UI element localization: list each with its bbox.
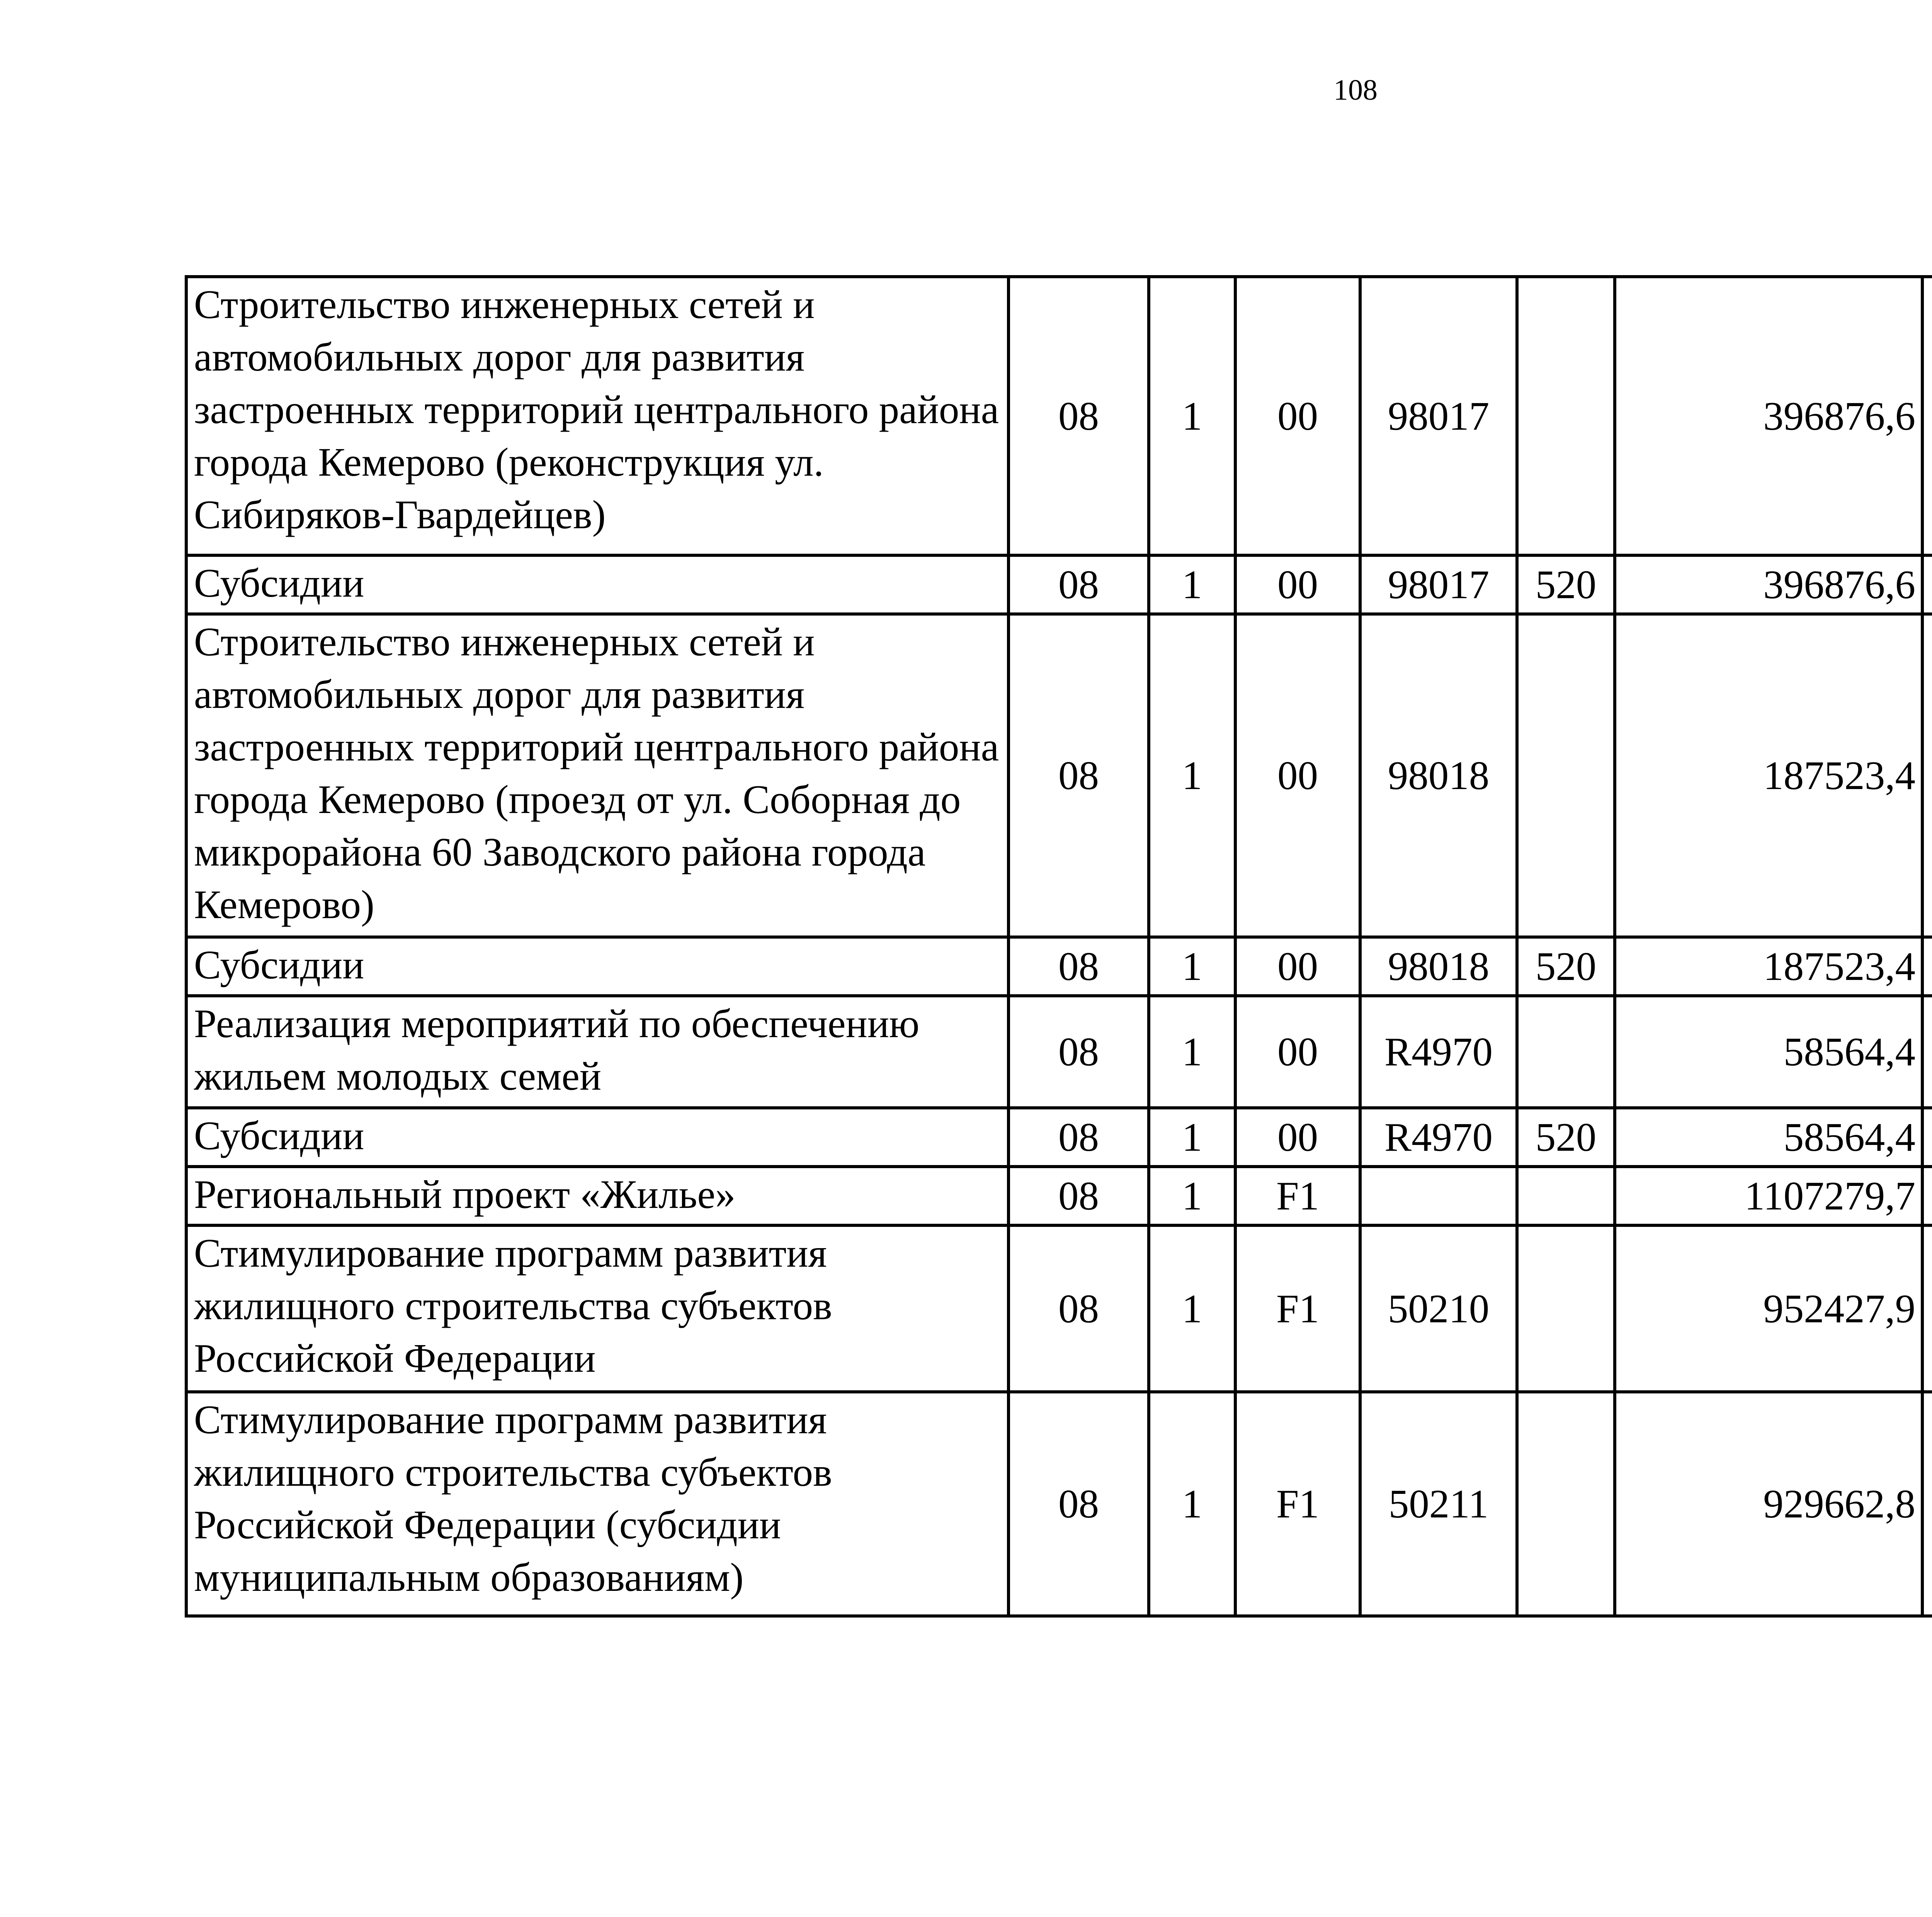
subprogram-code: 00 (1235, 1108, 1360, 1167)
table-row (186, 555, 1932, 614)
table-row (186, 996, 1932, 1108)
direction-code: 50211 (1360, 1392, 1517, 1616)
amount-2 (1922, 1225, 1932, 1392)
subprogram-code: F1 (1235, 1392, 1360, 1616)
amount-1: 58564,4 (1615, 996, 1922, 1108)
row-name: Строительство инженерных сетей и автомобильных дорог для развития застроенных территорий центрального района города Кемерово (проезд от ул. Соборная до микрорайона 60 Заводского района города Кемерово) (186, 614, 1009, 937)
amount-2 (1922, 555, 1932, 614)
row-name: Региональный проект «Жилье» (186, 1167, 1009, 1225)
amount-1: 396876,6 (1615, 555, 1922, 614)
expense-type-code (1517, 1392, 1615, 1616)
amount-2 (1922, 614, 1932, 937)
table-row (186, 277, 1932, 555)
program-code: 1 (1149, 1392, 1235, 1616)
program-code: 1 (1149, 277, 1235, 555)
subprogram-code: 00 (1235, 937, 1360, 996)
direction-code: R4970 (1360, 1108, 1517, 1167)
expense-type-code (1517, 614, 1615, 937)
table-row (186, 1167, 1932, 1225)
program-code: 1 (1149, 996, 1235, 1108)
subprogram-code: F1 (1235, 1225, 1360, 1392)
subprogram-code: 00 (1235, 277, 1360, 555)
direction-code: 98017 (1360, 277, 1517, 555)
amount-1: 952427,9 (1615, 1225, 1922, 1392)
table-row (186, 1392, 1932, 1616)
section-code: 08 (1009, 996, 1149, 1108)
expense-type-code: 520 (1517, 937, 1615, 996)
section-code: 08 (1009, 1167, 1149, 1225)
table-row (186, 937, 1932, 996)
section-code: 08 (1009, 1225, 1149, 1392)
amount-1: 396876,6 (1615, 277, 1922, 555)
program-code: 1 (1149, 555, 1235, 614)
section-code: 08 (1009, 555, 1149, 614)
amount-2 (1922, 1392, 1932, 1616)
subprogram-code: 00 (1235, 614, 1360, 937)
direction-code (1360, 1167, 1517, 1225)
page-number: 108 (1333, 74, 1378, 106)
subprogram-code: 00 (1235, 996, 1360, 1108)
amount-1: 58564,4 (1615, 1108, 1922, 1167)
program-code: 1 (1149, 614, 1235, 937)
row-name: Субсидии (186, 555, 1009, 614)
subprogram-code: F1 (1235, 1167, 1360, 1225)
direction-code: R4970 (1360, 996, 1517, 1108)
direction-code: 98018 (1360, 614, 1517, 937)
amount-2 (1922, 1167, 1932, 1225)
row-name: Субсидии (186, 937, 1009, 996)
subprogram-code: 00 (1235, 555, 1360, 614)
program-code: 1 (1149, 1108, 1235, 1167)
row-name: Стимулирование программ развития жилищного строительства субъектов Российской Федерации (субсидии муниципальным образованиям) (186, 1392, 1009, 1616)
row-name: Строительство инженерных сетей и автомобильных дорог для развития застроенных территорий центрального района города Кемерово (реконструкция ул. Сибиряков-Гвардейцев) (186, 277, 1009, 555)
amount-1: 1107279,7 (1615, 1167, 1922, 1225)
table-row (186, 1108, 1932, 1167)
expense-type-code (1517, 1225, 1615, 1392)
expense-type-code: 520 (1517, 1108, 1615, 1167)
section-code: 08 (1009, 614, 1149, 937)
amount-1: 187523,4 (1615, 614, 1922, 937)
row-name: Субсидии (186, 1108, 1009, 1167)
program-code: 1 (1149, 1167, 1235, 1225)
section-code: 08 (1009, 1108, 1149, 1167)
expense-type-code: 520 (1517, 555, 1615, 614)
expense-type-code (1517, 277, 1615, 555)
amount-2 (1922, 1108, 1932, 1167)
expense-type-code (1517, 1167, 1615, 1225)
direction-code: 50210 (1360, 1225, 1517, 1392)
amount-1: 187523,4 (1615, 937, 1922, 996)
amount-1: 929662,8 (1615, 1392, 1922, 1616)
row-name: Стимулирование программ развития жилищного строительства субъектов Российской Федерации (186, 1225, 1009, 1392)
table-row (186, 1225, 1932, 1392)
section-code: 08 (1009, 277, 1149, 555)
section-code: 08 (1009, 937, 1149, 996)
amount-2 (1922, 996, 1932, 1108)
table-row (186, 614, 1932, 937)
program-code: 1 (1149, 1225, 1235, 1392)
expense-type-code (1517, 996, 1615, 1108)
section-code: 08 (1009, 1392, 1149, 1616)
direction-code: 98017 (1360, 555, 1517, 614)
amount-2 (1922, 277, 1932, 555)
direction-code: 98018 (1360, 937, 1517, 996)
budget-table (185, 275, 1932, 1618)
program-code: 1 (1149, 937, 1235, 996)
row-name: Реализация мероприятий по обеспечению жильем молодых семей (186, 996, 1009, 1108)
amount-2 (1922, 937, 1932, 996)
